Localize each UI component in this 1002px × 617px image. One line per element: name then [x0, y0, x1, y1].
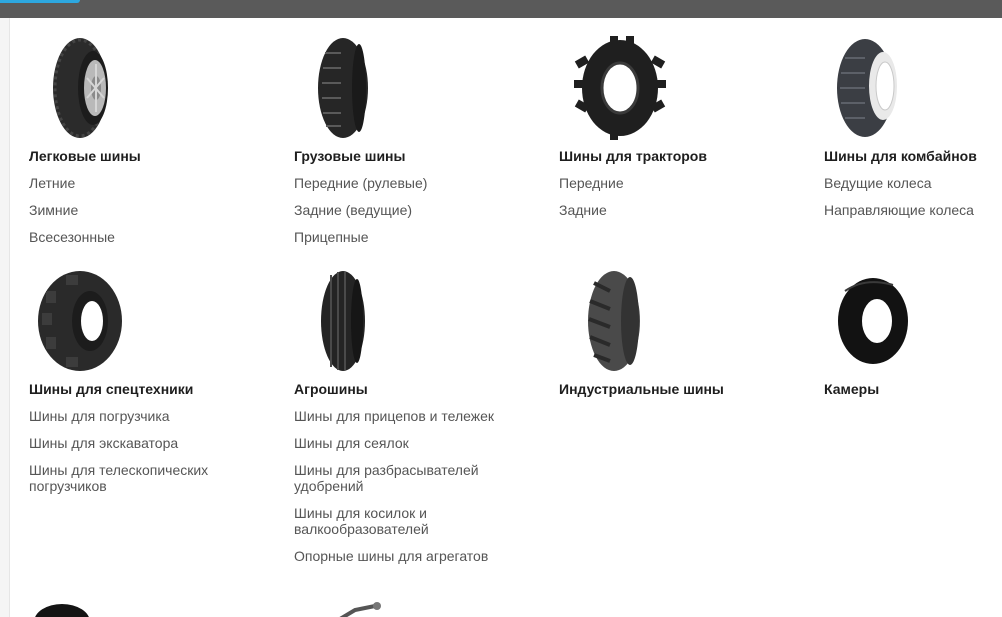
agro-tire-icon[interactable]	[275, 251, 435, 361]
tractor-tire-icon[interactable]	[540, 18, 700, 128]
category-links	[824, 175, 1002, 229]
special-equipment-tire-icon[interactable]	[10, 251, 170, 361]
category-link[interactable]: Шины для телескопических погрузчиков	[29, 462, 209, 494]
passenger-tire-icon[interactable]	[10, 18, 170, 128]
category-link[interactable]: Передние	[559, 175, 624, 191]
catalog-dropdown-panel	[10, 18, 1002, 617]
tire-accessory-icon[interactable]	[10, 598, 170, 617]
category-links	[29, 175, 259, 256]
category-link[interactable]: Шины для сеялок	[294, 435, 409, 451]
category-links	[29, 408, 259, 505]
category-title[interactable]: Шины для комбайнов	[824, 148, 977, 164]
truck-tire-icon[interactable]	[275, 18, 435, 128]
category-link[interactable]: Всесезонные	[29, 229, 115, 245]
combine-tire-icon[interactable]	[805, 18, 965, 128]
active-menu-indicator	[0, 0, 80, 3]
category-links	[294, 408, 524, 575]
category-link[interactable]: Шины для погрузчика	[29, 408, 170, 424]
category-title[interactable]: Грузовые шины	[294, 148, 406, 164]
category-link[interactable]: Передние (рулевые)	[294, 175, 428, 191]
category-link[interactable]: Ведущие колеса	[824, 175, 932, 191]
top-navigation-bar	[0, 0, 1002, 18]
category-title[interactable]: Агрошины	[294, 381, 368, 397]
category-title[interactable]: Легковые шины	[29, 148, 141, 164]
category-link[interactable]: Шины для косилок и валкообразователей	[294, 505, 429, 537]
category-link[interactable]: Опорные шины для агрегатов	[294, 548, 489, 564]
category-title[interactable]: Камеры	[824, 381, 880, 397]
category-link[interactable]: Прицепные	[294, 229, 369, 245]
category-link[interactable]: Летние	[29, 175, 76, 191]
inner-tube-icon[interactable]	[805, 251, 965, 361]
valve-accessory-icon[interactable]	[275, 600, 435, 617]
category-title[interactable]: Индустриальные шины	[559, 381, 724, 397]
category-link[interactable]: Шины для прицепов и тележек	[294, 408, 495, 424]
category-links	[294, 175, 524, 256]
left-edge-strip	[0, 18, 10, 617]
category-link[interactable]: Задние	[559, 202, 607, 218]
category-title[interactable]: Шины для спецтехники	[29, 381, 194, 397]
category-link[interactable]: Задние (ведущие)	[294, 202, 413, 218]
category-link[interactable]: Шины для экскаватора	[29, 435, 179, 451]
industrial-tire-icon[interactable]	[540, 251, 700, 361]
category-links	[559, 175, 789, 229]
category-title[interactable]: Шины для тракторов	[559, 148, 707, 164]
category-link[interactable]: Зимние	[29, 202, 79, 218]
category-link[interactable]: Шины для разбрасывателей удобрений	[294, 462, 479, 494]
category-link[interactable]: Направляющие колеса	[824, 202, 974, 218]
